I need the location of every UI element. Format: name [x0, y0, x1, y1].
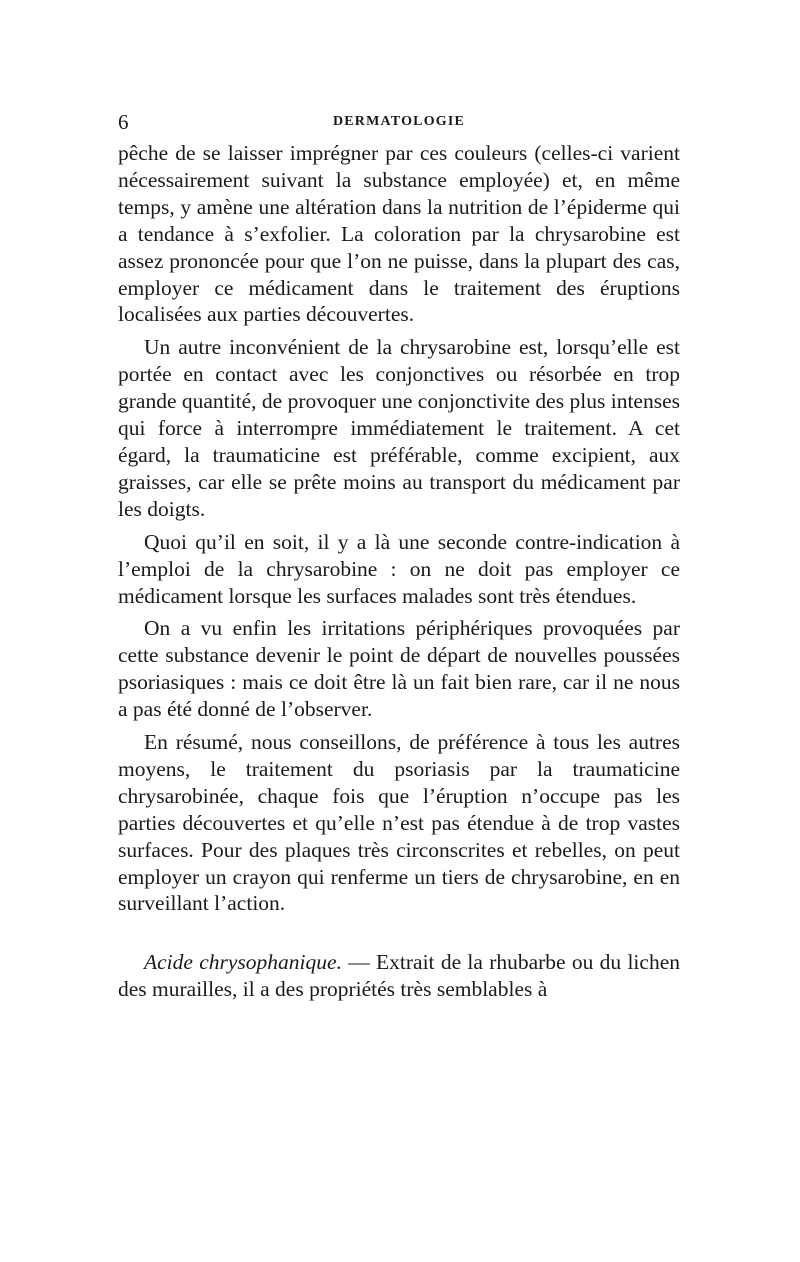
- running-head: [118, 110, 680, 140]
- section-text: — Extrait de la rhubarbe ou du lichen des murailles, il a des propriétés très semblables à: [118, 950, 680, 1002]
- paragraph-contre-indication: Quoi qu’il en soit, il y a là une seconde contre-indication à l’emploi de la chrysarobine : on ne doit pas employer ce médicament lorsque les surfaces malades sont très étendues.: [118, 529, 680, 608]
- section-acide-chrysophanique: [118, 949, 680, 1003]
- paragraph-chrysarobine-inconvenient: Un autre inconvénient de la chrysarobine est, lorsqu’elle est portée en contact avec les conjonctives ou résorbée en trop grande quantité, de provoquer une conjonctivite des plus intenses qui force à interrompre immédiatement le traitement. A cet égard, la traumaticine est préférable, comme excipient, aux graisses, car elle se prête moins au transport du médicament par les doigts.: [118, 335, 680, 521]
- section-title: Acide chrysophanique.: [144, 950, 342, 975]
- running-title: DERMATOLOGIE: [332, 114, 466, 129]
- paragraph-irritations: On a vu enfin les irritations périphériques provoquées par cette substance devenir le point de départ de nouvelles poussées psoriasiques : mais ce doit être là un fait bien rare, car il ne nous a pas été donné de l’observer.: [118, 616, 680, 722]
- paragraph-resume: En résumé, nous conseillons, de préférence à tous les autres moyens, le traitement du psoriasis par la traumaticine chrysarobinée, chaque fois que l’éruption n’occupe pas les parties découvertes et qu’elle n’est pas étendue à de trop vastes surfaces. Pour des plaques très circonscrites et rebelles, on peut employer un crayon qui renferme un tiers de chrysarobine, en en surveillant l’action.: [118, 730, 680, 916]
- paragraph-continued: pêche de se laisser imprégner par ces couleurs (celles-ci varient nécessairement suivant la substance employée) et, en même temps, y amène une altération dans la nutrition de l’épiderme qui a tendance à s’exfolier. La coloration par la chrysarobine est assez prononcée pour que l’on ne puisse, dans la plupart des cas, employer ce médicament dans le traitement des éruptions localisées aux parties découvertes.: [118, 141, 680, 327]
- page-number: 6: [118, 110, 129, 134]
- book-page: [118, 110, 680, 1025]
